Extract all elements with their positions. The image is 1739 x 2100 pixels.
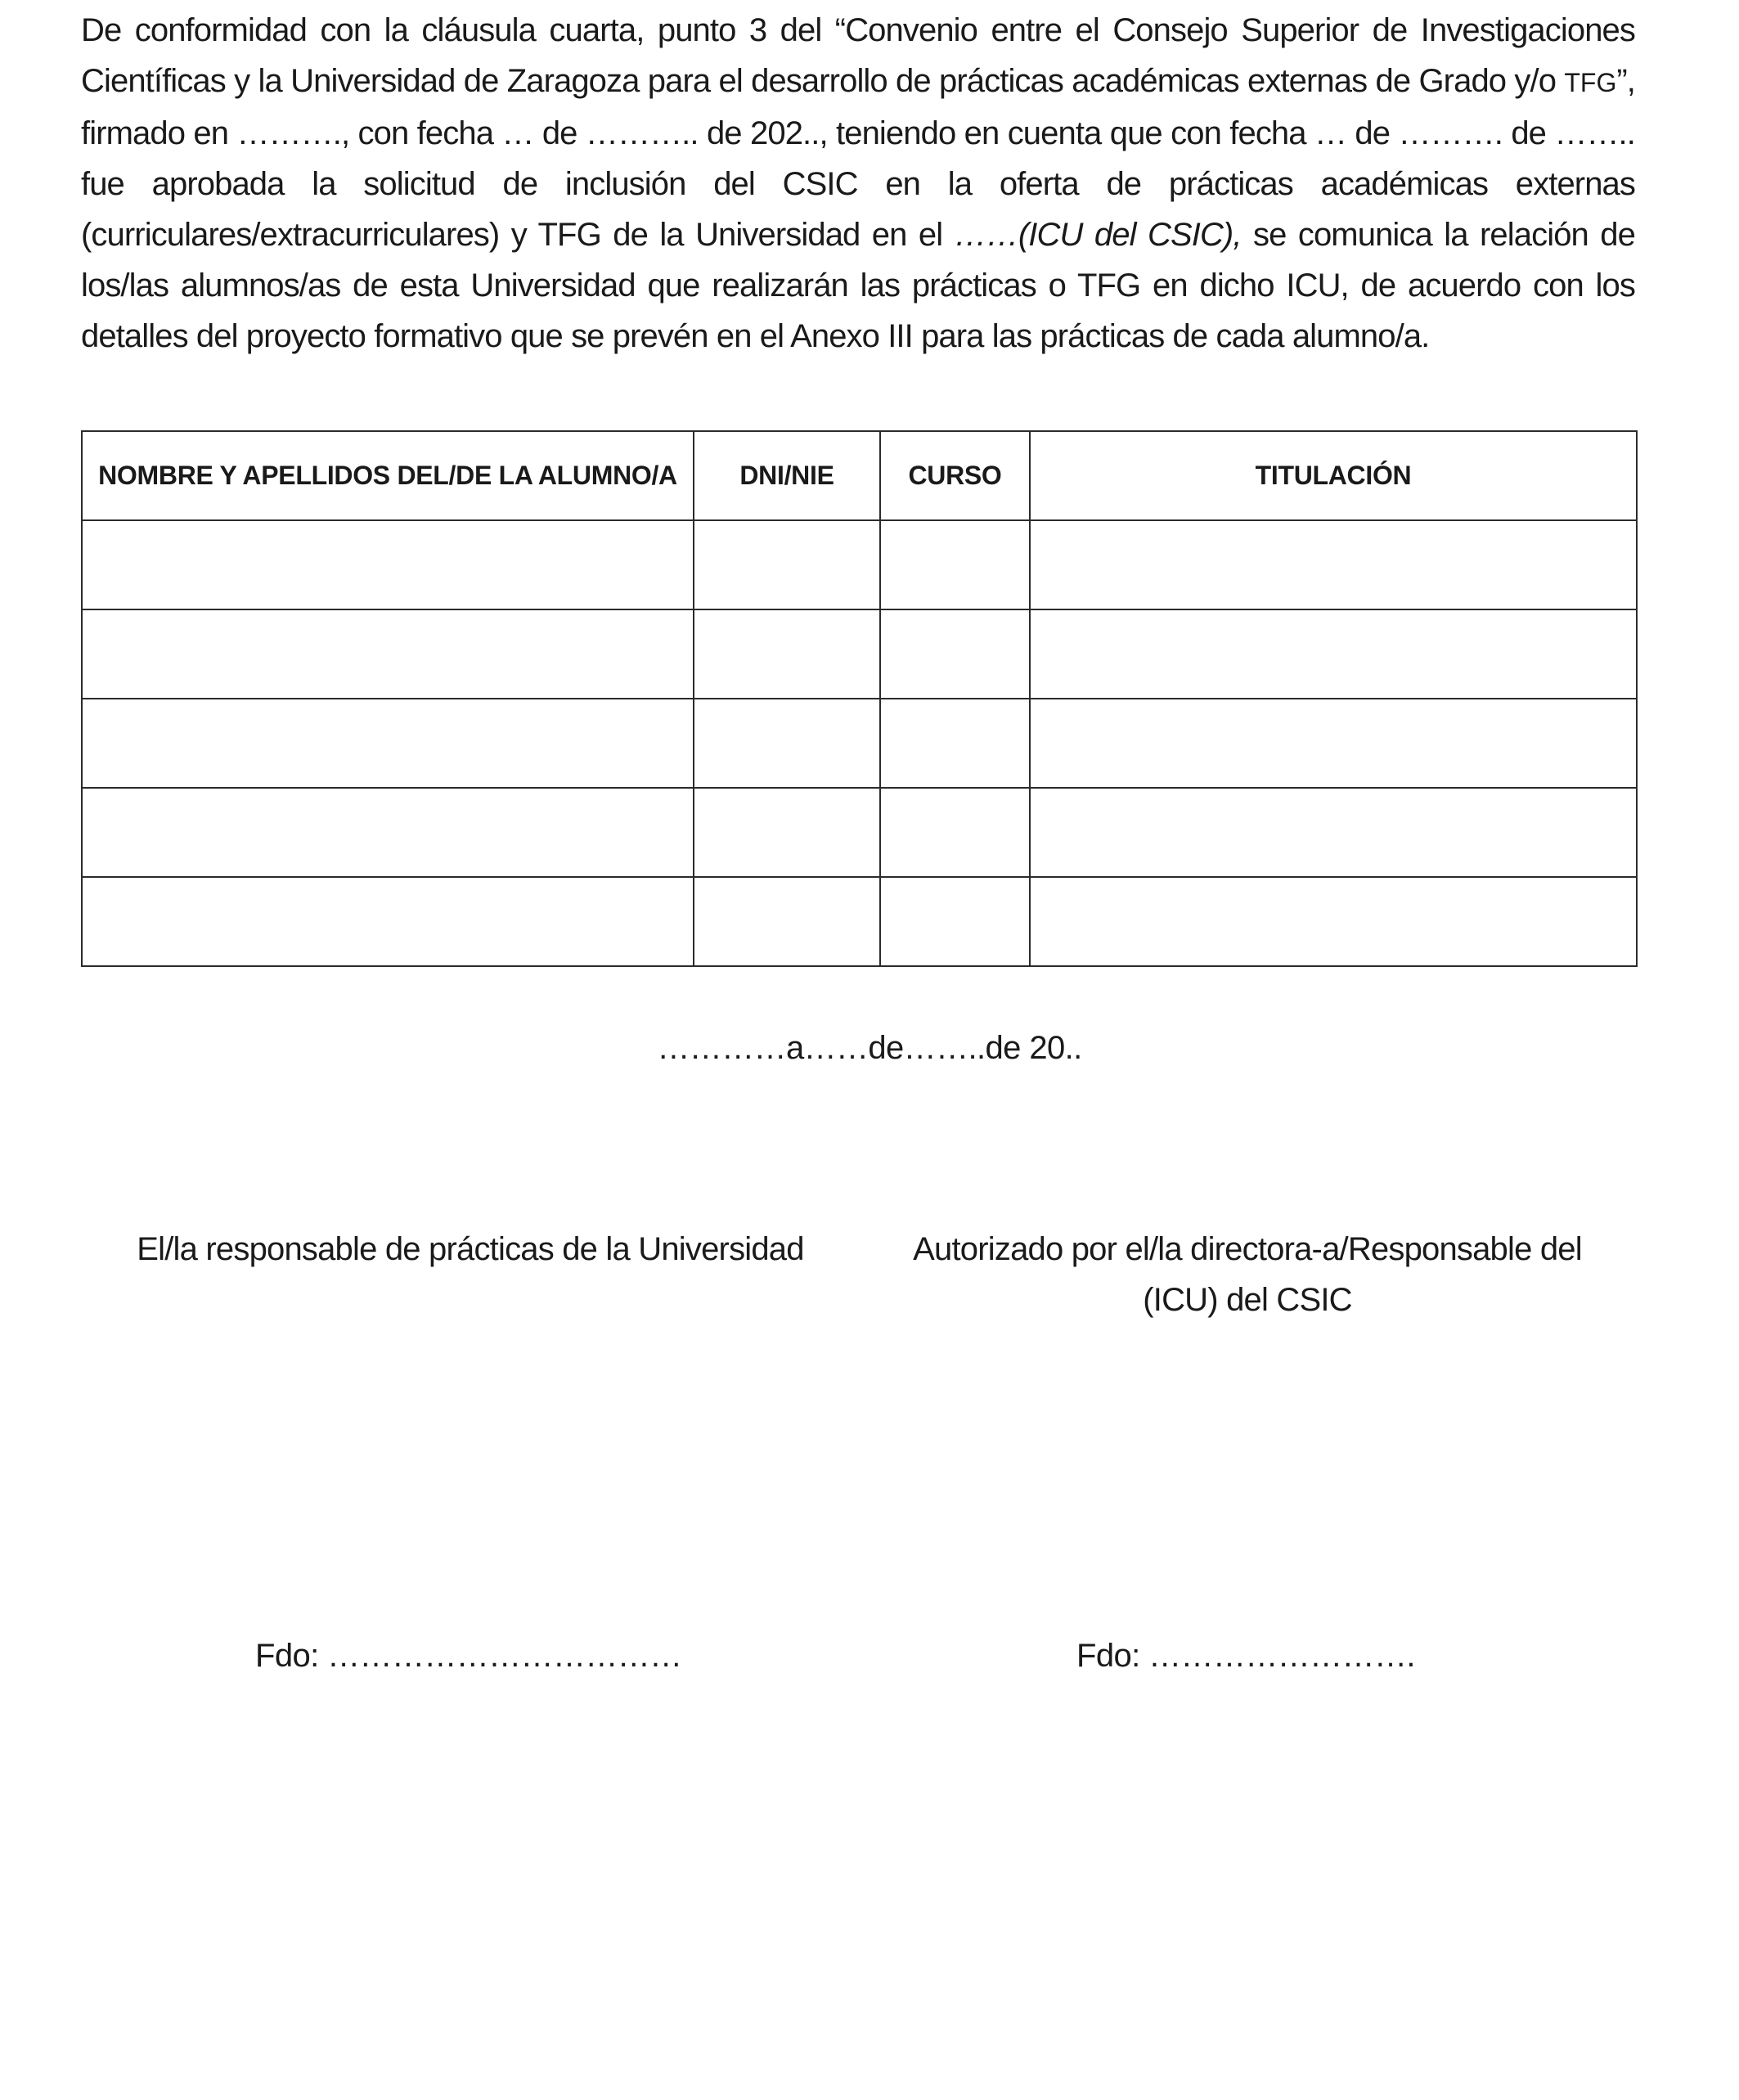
cell-curso[interactable] xyxy=(880,520,1030,609)
cell-nombre[interactable] xyxy=(82,877,694,966)
cell-titulacion[interactable] xyxy=(1030,520,1637,609)
cell-nombre[interactable] xyxy=(82,520,694,609)
cell-dni[interactable] xyxy=(694,699,880,788)
cell-dni[interactable] xyxy=(694,609,880,699)
cell-dni[interactable] xyxy=(694,877,880,966)
intro-text-part3: se comunica la relación de los/las alumnos/as de esta Universidad que realizarán las prácticas o TFG en dicho ICU, de acuerdo con los detalles del proyecto formativo que se prevén en el Anexo III para las prácticas de cada alumno/a. xyxy=(81,217,1635,354)
header-curso: CURSO xyxy=(880,431,1030,520)
cell-curso[interactable] xyxy=(880,609,1030,699)
cell-curso[interactable] xyxy=(880,877,1030,966)
intro-icu-placeholder: ……(ICU del CSIC), xyxy=(954,217,1242,253)
students-table xyxy=(81,430,1638,967)
header-titulacion: TITULACIÓN xyxy=(1030,431,1637,520)
csic-signatory-label: Autorizado por el/la directora-a/Responsable del (ICU) del CSIC xyxy=(913,1231,1582,1318)
cell-nombre[interactable] xyxy=(82,609,694,699)
header-nombre: NOMBRE Y APELLIDOS DEL/DE LA ALUMNO/A xyxy=(82,431,694,520)
cell-titulacion[interactable] xyxy=(1030,788,1637,877)
university-signature-line: Fdo: …………………………… xyxy=(255,1638,682,1674)
cell-nombre[interactable] xyxy=(82,788,694,877)
cell-titulacion[interactable] xyxy=(1030,609,1637,699)
intro-text-part1: De conformidad con la cláusula cuarta, punto 3 del “Convenio entre el Consejo Superior de Investigaciones Científicas y la Universidad de Zaragoza para el desarrollo de prácticas académicas externas de Grado y/o xyxy=(81,12,1635,99)
csic-signature-line: Fdo: ……………………. xyxy=(1076,1638,1415,1674)
intro-paragraph xyxy=(81,5,1635,362)
cell-curso[interactable] xyxy=(880,788,1030,877)
intro-text-part2: ”, firmado en ………., con fecha … de ……….. de 202.., teniendo en cuenta que con fecha … de ………. de …….. fue aprobada la solicitud de inclusión del CSIC en la oferta de prácticas académicas externas (curriculares/extracurriculares) y TFG de la Universidad en el xyxy=(81,63,1635,253)
table-row xyxy=(82,520,1637,609)
intro-tfg-smallcaps: TFG xyxy=(1564,68,1617,97)
place-date-line: …………a……de……..de 20.. xyxy=(657,1030,1082,1066)
cell-dni[interactable] xyxy=(694,520,880,609)
cell-titulacion[interactable] xyxy=(1030,699,1637,788)
cell-curso[interactable] xyxy=(880,699,1030,788)
table-row xyxy=(82,877,1637,966)
cell-dni[interactable] xyxy=(694,788,880,877)
table-row xyxy=(82,609,1637,699)
university-signatory-label: El/la responsable de prácticas de la Universidad xyxy=(137,1231,804,1267)
cell-nombre[interactable] xyxy=(82,699,694,788)
cell-titulacion[interactable] xyxy=(1030,877,1637,966)
table-header-row xyxy=(82,431,1637,520)
table-row xyxy=(82,699,1637,788)
table-row xyxy=(82,788,1637,877)
header-dni: DNI/NIE xyxy=(694,431,880,520)
